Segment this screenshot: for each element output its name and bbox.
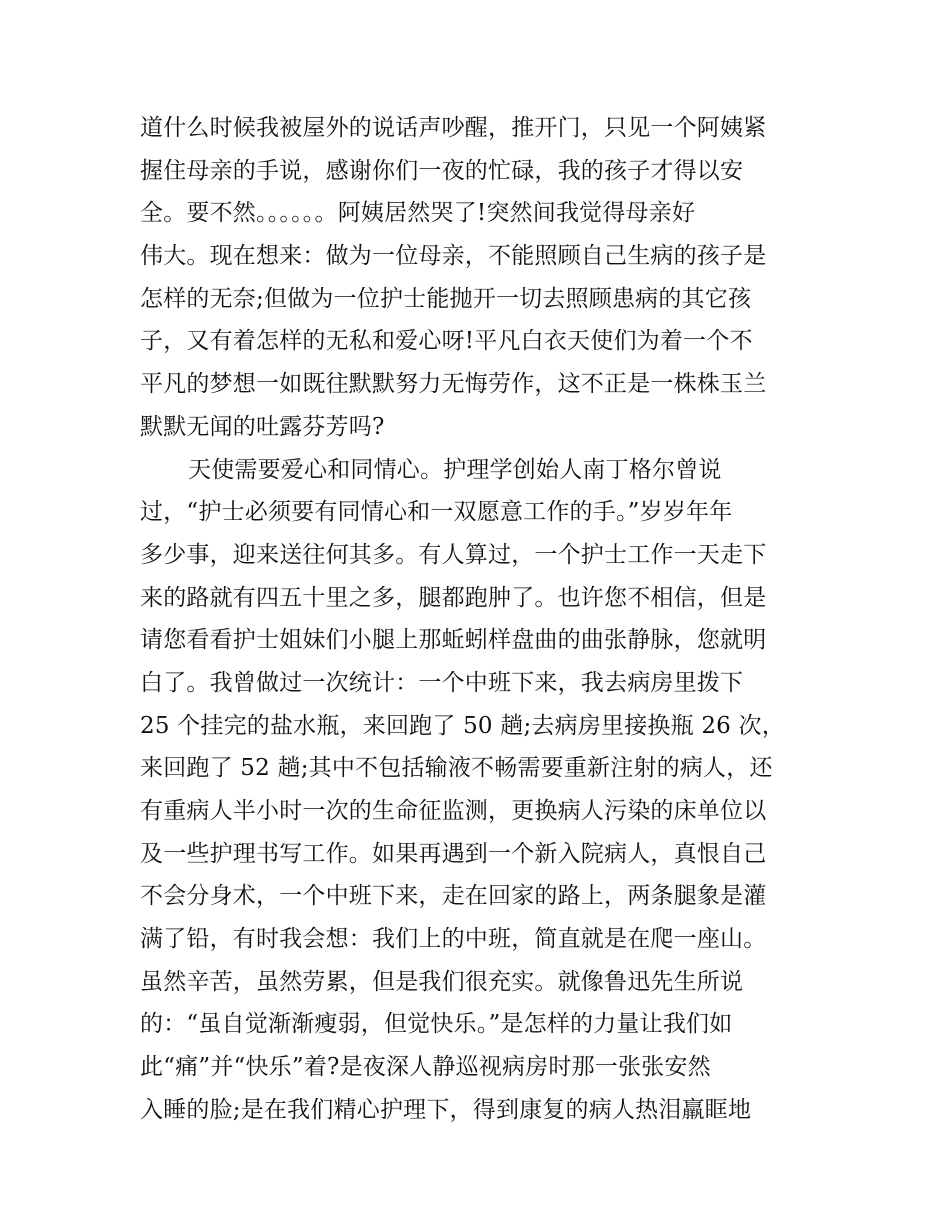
text-line: 此“痛”并“快乐”着?是夜深人静巡视病房时那一张张安然: [140, 1054, 711, 1081]
text-line: 及一些护理书写工作。如果再遇到一个新入院病人，真恨自己: [140, 840, 767, 867]
text-line: 虽然辛苦，虽然劳累，但是我们很充实。就像鲁迅先生所说: [140, 968, 744, 995]
text-line: 握住母亲的手说，感谢你们一夜的忙碌，我的孩子才得以安: [140, 157, 744, 184]
text-line: 来回跑了 52 趟;其中不包括输液不畅需要重新注射的病人，还: [140, 755, 773, 782]
text-line: 的：“虽自觉渐渐瘦弱，但觉快乐。”是怎样的力量让我们如: [140, 1011, 733, 1038]
text-line: 多少事，迎来送往何其多。有人算过，一个护士工作一天走下: [140, 541, 767, 568]
text-line: 全。要不然。。。。。。阿姨居然哭了!突然间我觉得母亲好: [140, 200, 696, 227]
paragraph-first-line: 天使需要爱心和同情心。护理学创始人南丁格尔曾说: [188, 456, 722, 483]
text-line: 过，“护士必须要有同情心和一双愿意工作的手。”岁岁年年: [140, 499, 733, 526]
text-line: 请您看看护士姐妹们小腿上那蚯蚓样盘曲的曲张静脉，您就明: [140, 627, 767, 654]
text-line: 默默无闻的吐露芬芳吗?: [140, 413, 385, 440]
text-line: 伟大。现在想来：做为一位母亲，不能照顾自己生病的孩子是: [140, 243, 767, 270]
text-line: 平凡的梦想一如既往默默努力无悔劳作，这不正是一株株玉兰: [140, 371, 767, 398]
text-line: 道什么时候我被屋外的说话声吵醒，推开门，只见一个阿姨紧: [140, 115, 767, 141]
text-line: 25 个挂完的盐水瓶，来回跑了 50 趟;去病房里接换瓶 26 次，: [140, 712, 785, 739]
body-text: [140, 107, 820, 1132]
text-line: 有重病人半小时一次的生命征监测，更换病人污染的床单位以: [140, 798, 767, 824]
text-line: 子，又有着怎样的无私和爱心呀!平凡白衣天使们为着一个不: [140, 328, 753, 355]
text-line: 满了铅，有时我会想：我们上的中班，简直就是在爬一座山。: [140, 926, 767, 953]
text-line: 怎样的无奈;但做为一位护士能抛开一切去照顾患病的其它孩: [140, 285, 752, 312]
text-line: 来的路就有四五十里之多，腿都跑肿了。也许您不相信，但是: [140, 584, 767, 611]
text-line: 不会分身术，一个中班下来，走在回家的路上，两条腿象是灌: [140, 883, 767, 910]
text-line: 白了。我曾做过一次统计：一个中班下来，我去病房里拨下: [140, 669, 744, 696]
text-line: 入睡的脸;是在我们精心护理下，得到康复的病人热泪羸眶地: [140, 1096, 752, 1123]
